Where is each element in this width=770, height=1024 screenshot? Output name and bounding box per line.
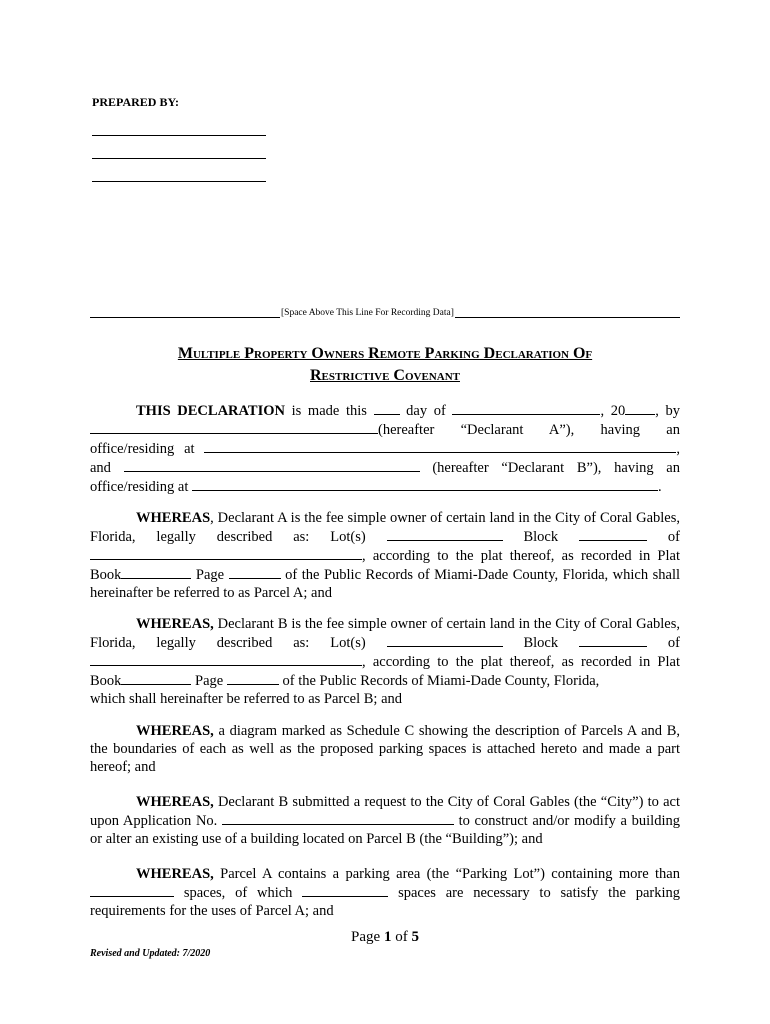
parcel-a-lots-blank	[387, 527, 503, 541]
whereas-parking-lot-paragraph: WHEREAS, Parcel A contains a parking area (the “Parking Lot”) containing more than spaces, of which spaces are necessary to satisfy the parking requirements for the uses of Parcel A; and	[90, 866, 681, 919]
declarant-a-name-blank	[90, 420, 378, 434]
month-blank	[452, 401, 600, 415]
parcel-b-lots-blank	[387, 633, 503, 647]
parcel-a-block-blank	[579, 527, 647, 541]
whereas-parcel-a-paragraph: WHEREAS, Declarant A is the fee simple owner of certain land in the City of Coral Gables, Florida, legally described as: Lot(s) Block of , according to the plat thereof, as recorded in Plat Book Page of the Public Records of Miami-Dade County, Florida, which shall hereinafter be referred to as Parcel A; and	[90, 510, 681, 601]
application-number-blank	[222, 811, 454, 825]
parcel-a-page-blank	[229, 565, 281, 579]
whereas-parcel-b-paragraph: WHEREAS, Declarant B is the fee simple owner of certain land in the City of Coral Gables, Florida, legally described as: Lot(s) Block of , according to the plat thereof, as recorded in Plat Book Page of the Public Records of Miami-Dade County, Florida, which shall hereinafter be referred to as Parcel B; and	[90, 616, 680, 707]
revision-note: Revised and Updated: 7/2020	[90, 948, 211, 959]
document-title-line-2: Restrictive Covenant	[310, 367, 460, 384]
parcel-a-subdivision-blank	[90, 546, 362, 560]
whereas-application-paragraph: WHEREAS, Declarant B submitted a request to the City of Coral Gables (the “City”) to act upon Application No. to construct and/or modify a building or alter an existing use of a building located on Parcel B (the “Building”); and	[90, 794, 680, 847]
preparer-line-1	[92, 135, 266, 136]
preparer-line-3	[92, 181, 266, 182]
day-blank	[374, 401, 400, 415]
page-number: Page 1 of 5	[351, 929, 419, 945]
declarant-b-address-blank	[192, 477, 658, 491]
parcel-b-plat-book-blank	[121, 671, 191, 685]
recording-note: [Space Above This Line For Recording Data]	[281, 308, 454, 318]
total-spaces-blank	[90, 883, 174, 897]
whereas-schedule-c-paragraph: WHEREAS, a diagram marked as Schedule C showing the description of Parcels A and B, the boundaries of each as well as the proposed parking spaces is attached hereto and made a part hereof; and	[90, 723, 680, 775]
parcel-a-plat-book-blank	[121, 565, 191, 579]
required-spaces-blank	[302, 883, 388, 897]
declarant-b-name-blank	[124, 458, 420, 472]
recording-rule-right	[455, 310, 680, 318]
declarant-a-address-blank	[204, 439, 676, 453]
prepared-by-label: PREPARED BY:	[92, 95, 180, 109]
declaration-lead: THIS DECLARATION	[136, 403, 285, 419]
parcel-b-subdivision-blank	[90, 652, 362, 666]
declaration-paragraph: THIS DECLARATION is made this day of , 20 , by (hereafter “Declarant A”), having an office/residing at , and (hereafter “Declarant B”), having an office/residing at .	[90, 403, 680, 495]
recording-data-line	[90, 308, 680, 318]
document-title-line-1: Multiple Property Owners Remote Parking Declaration Of	[177, 345, 593, 362]
recording-rule-left	[90, 310, 280, 318]
preparer-line-2	[92, 158, 266, 159]
year-blank	[625, 401, 655, 415]
parcel-b-page-blank	[227, 671, 279, 685]
parcel-b-block-blank	[579, 633, 647, 647]
